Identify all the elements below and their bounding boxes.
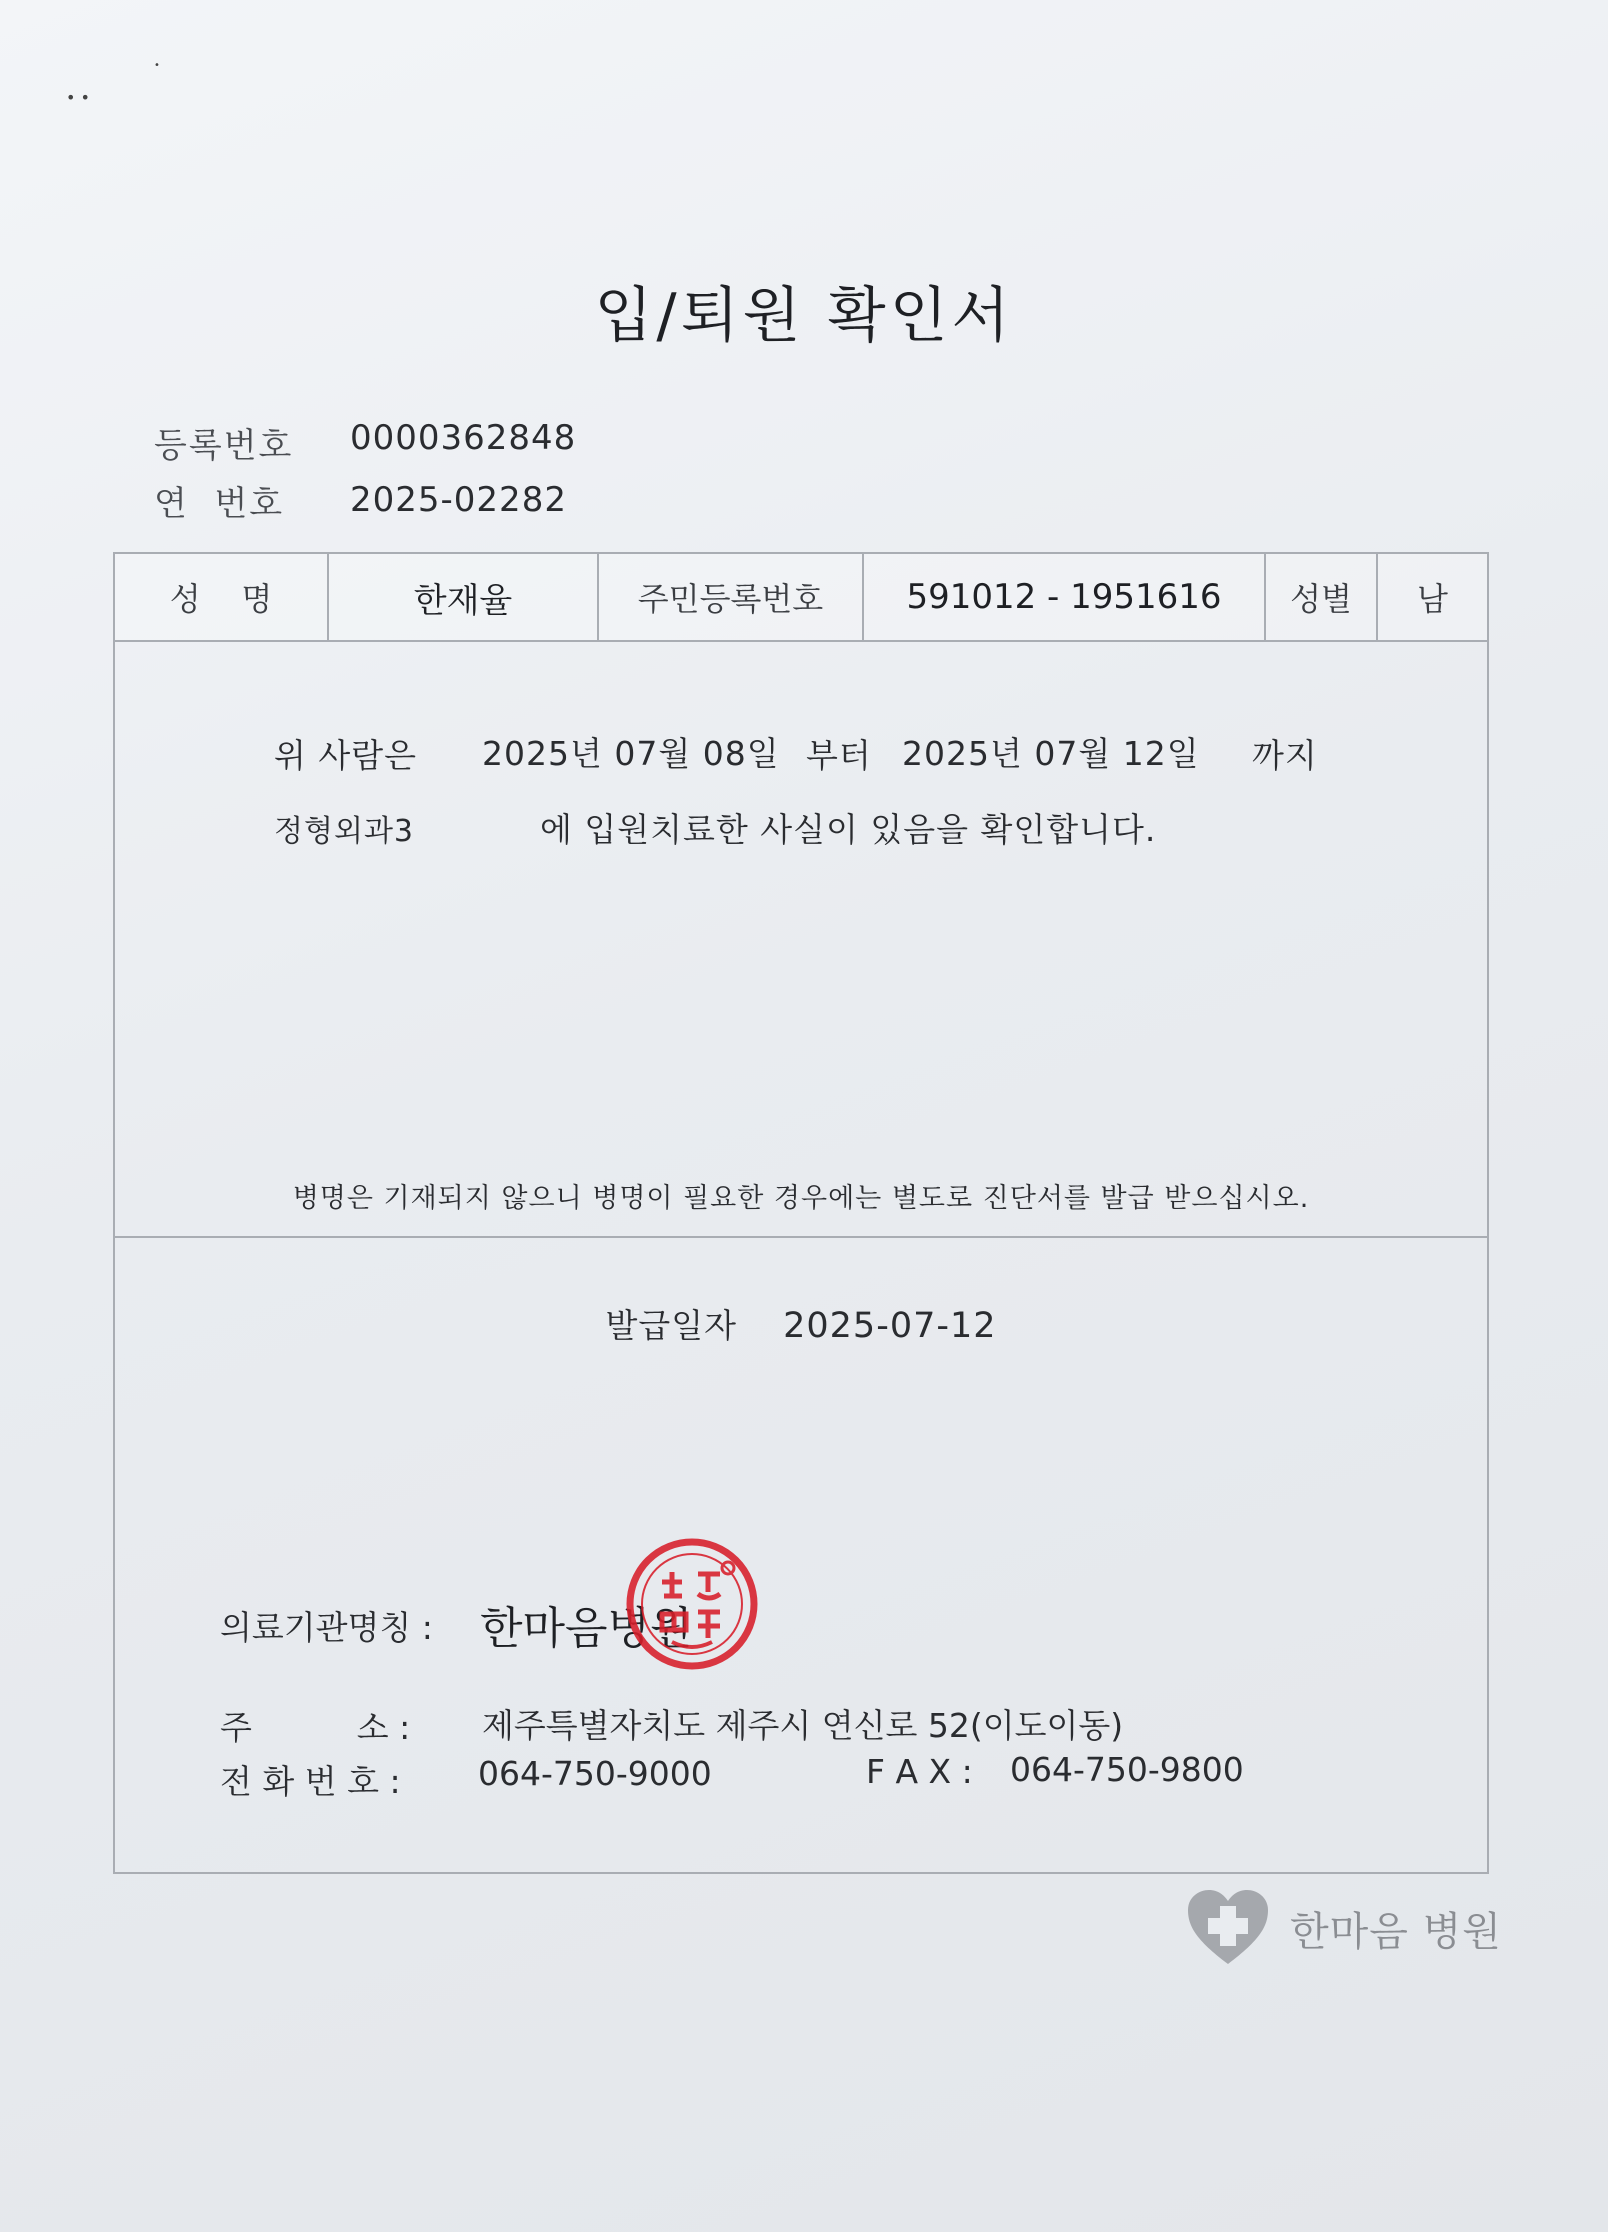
section-divider (113, 1236, 1489, 1238)
fax-number: 064-750-9800 (1010, 1750, 1244, 1789)
paper-speck: • (154, 60, 160, 71)
until-word: 까지 (1252, 736, 1318, 775)
sex-label: 성별 (1266, 554, 1378, 640)
name-label: 성 명 (115, 554, 329, 640)
phone-number: 064-750-9000 (478, 1754, 712, 1793)
official-seal-icon (622, 1534, 762, 1674)
issue-date-line (113, 1300, 1489, 1347)
issue-date: 2025-07-12 (783, 1306, 997, 1346)
patient-info-row (113, 552, 1489, 642)
institution-name: 한마음병원 (480, 1603, 693, 1654)
patient-name: 한재율 (329, 554, 599, 640)
institution-label: 의료기관명칭 : (220, 1608, 433, 1647)
diagnosis-notice: 병명은 기재되지 않으니 병명이 필요한 경우에는 별도로 진단서를 발급 받으십시오. (292, 1183, 1310, 1214)
fax-label: F A X : (866, 1752, 973, 1791)
resident-number: 591012 - 1951616 (864, 554, 1266, 640)
serial-number: 2025-02282 (350, 480, 567, 520)
admission-date: 2025년 07월 08일 (482, 734, 780, 773)
registration-label: 등록번호 (154, 426, 294, 466)
address: 제주특별자치도 제주시 연신로 52(이도이동) (482, 1706, 1124, 1745)
patient-sex: 남 (1417, 580, 1448, 618)
hospital-heart-cross-icon (1186, 1888, 1270, 1968)
registration-number: 0000362848 (350, 418, 577, 458)
serial-label: 연 번호 (154, 484, 285, 524)
document-title: 입/퇴원 확인서 (594, 281, 1014, 351)
statement-sentence: 에 입원치료한 사실이 있음을 확인합니다. (540, 810, 1157, 849)
statement-subject: 위 사람은 (274, 736, 418, 775)
from-word: 부터 (806, 736, 872, 775)
hospital-logo (1186, 1888, 1502, 1968)
phone-label: 전 화 번 호 : (220, 1762, 401, 1801)
paper-speck: • • (66, 88, 90, 107)
department: 정형외과3 (274, 814, 415, 849)
logo-text: 한마음 병원 (1290, 1908, 1502, 1955)
address-label: 주 소 : (220, 1708, 411, 1747)
discharge-date: 2025년 07월 12일 (902, 734, 1200, 773)
resident-number-label: 주민등록번호 (599, 554, 864, 640)
issue-date-label: 발급일자 (605, 1306, 737, 1345)
